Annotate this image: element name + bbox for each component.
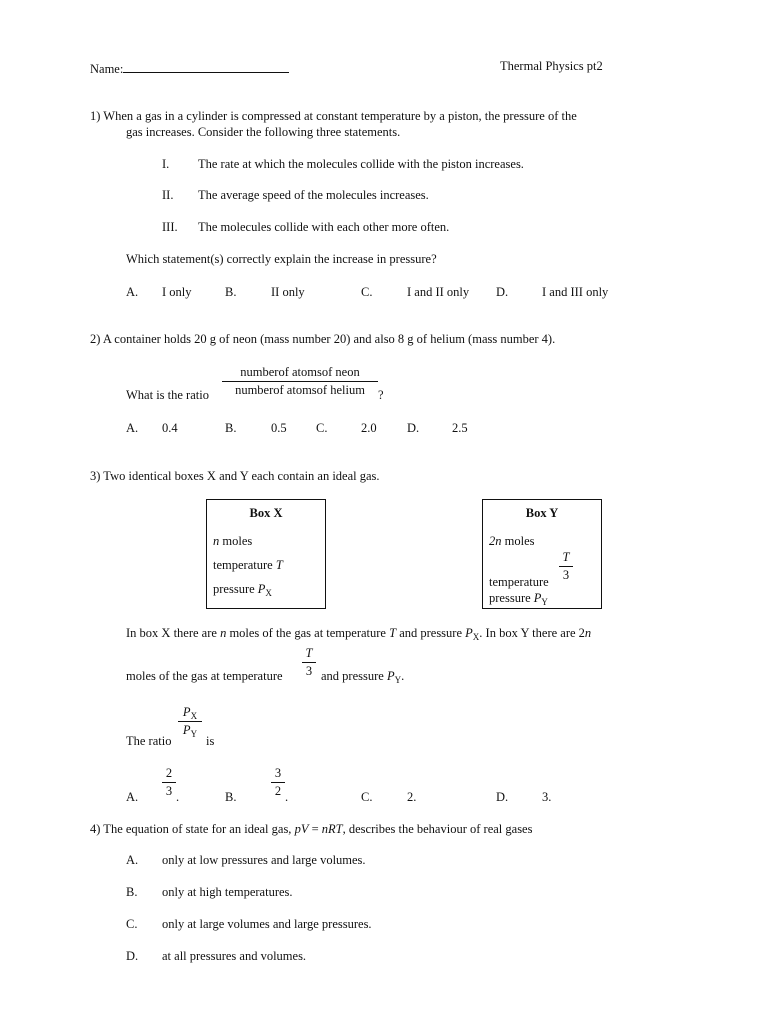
- q1-statement-num: II.: [162, 188, 174, 202]
- q2-option-letter: A.: [126, 421, 139, 435]
- q3-option-dot: .: [285, 790, 289, 804]
- q2-stem: 2) A container holds 20 g of neon (mass number 20) and also 8 g of helium (mass number 4).: [90, 332, 556, 346]
- q3-option-a-fraction: 2 3: [162, 767, 176, 797]
- q1-option-text: I and II only: [407, 285, 470, 299]
- q4-option-text: only at large volumes and large pressures.: [162, 917, 372, 931]
- q3-ratio-label: The ratio: [126, 734, 172, 748]
- q4-option-letter: A.: [126, 853, 139, 867]
- q1-option-letter: C.: [361, 285, 373, 299]
- q4-option-letter: B.: [126, 885, 138, 899]
- q2-question-mark: ?: [378, 388, 384, 402]
- q2-option-text: 0.5: [271, 421, 287, 435]
- q4-stem: 4) The equation of state for an ideal gas, pV = nRT, describes the behaviour of real gases: [90, 822, 533, 836]
- worksheet-title: Thermal Physics pt2: [500, 59, 603, 73]
- q4-option-text: at all pressures and volumes.: [162, 949, 307, 963]
- q3-stem: 3) Two identical boxes X and Y each contain an ideal gas.: [90, 469, 380, 483]
- q3-option-b-fraction: 3 2: [271, 767, 285, 797]
- box-y-temp-fraction: T 3: [559, 551, 573, 581]
- q3-paragraph-line2-end: and pressure $P_Y$.: [321, 669, 405, 685]
- box-y: [482, 499, 602, 609]
- q3-option-letter: B.: [225, 790, 237, 804]
- q3-option-dot: .: [176, 790, 180, 804]
- q4-option-text: only at high temperatures.: [162, 885, 293, 899]
- q3-paragraph-line2-start: moles of the gas at temperature: [126, 669, 283, 683]
- box-x: [206, 499, 326, 609]
- box-x-temperature: temperature T: [213, 558, 283, 572]
- q1-statement-num: I.: [162, 157, 170, 171]
- q1-statement-text: The rate at which the molecules collide with the piston increases.: [198, 157, 524, 171]
- q3-option-text: 3.: [542, 790, 552, 804]
- q2-option-text: 2.0: [361, 421, 377, 435]
- q1-option-letter: B.: [225, 285, 237, 299]
- q2-option-letter: C.: [316, 421, 328, 435]
- q1-question: Which statement(s) correctly explain the increase in pressure?: [126, 252, 437, 266]
- q4-option-letter: D.: [126, 949, 139, 963]
- q1-option-text: I only: [162, 285, 192, 299]
- q2-ratio-fraction: [222, 366, 378, 396]
- q4-option-text: only at low pressures and large volumes.: [162, 853, 366, 867]
- box-x-pressure: pressure $P_X$: [213, 582, 272, 598]
- q1-option-text: II only: [271, 285, 305, 299]
- fraction-bar: [302, 662, 316, 663]
- name-label: Name:: [90, 62, 124, 76]
- q3-temp-fraction: T 3: [302, 647, 316, 677]
- fraction-bar: [162, 782, 176, 783]
- q2-option-text: 0.4: [162, 421, 178, 435]
- name-field[interactable]: [90, 60, 289, 76]
- name-blank-line[interactable]: [123, 60, 289, 73]
- q1-stem-line1: 1) When a gas in a cylinder is compressed at constant temperature by a piston, the pressure of the: [90, 109, 577, 123]
- q1-option-letter: A.: [126, 285, 139, 299]
- fraction-bar: [222, 381, 378, 382]
- q1-statement-text: The molecules collide with each other more often.: [198, 220, 450, 234]
- q3-ratio-is: is: [206, 734, 215, 748]
- q3-option-letter: D.: [496, 790, 509, 804]
- q3-paragraph-line1: In box X there are n moles of the gas at temperature T and pressure $P_X$. In box Y there are 2n: [126, 626, 592, 642]
- q2-ratio-prefix: What is the ratio: [126, 388, 209, 402]
- fraction-bar: [271, 782, 285, 783]
- q4-option-letter: C.: [126, 917, 138, 931]
- fraction-bar: [559, 566, 573, 567]
- box-x-title: Box X: [249, 506, 283, 520]
- q3-option-letter: C.: [361, 790, 373, 804]
- q1-statement-text: The average speed of the molecules increases.: [198, 188, 429, 202]
- q2-option-text: 2.5: [452, 421, 468, 435]
- box-x-moles: n moles: [213, 534, 253, 548]
- q2-denominator: numberof atomsof helium: [235, 382, 365, 397]
- q1-option-text: I and III only: [542, 285, 609, 299]
- q2-numerator: numberof atomsof neon: [240, 365, 360, 379]
- box-y-moles: 2n moles: [489, 534, 535, 548]
- box-y-pressure: pressure $P_Y$: [489, 591, 548, 607]
- box-y-temperature: temperature: [489, 575, 549, 589]
- q2-option-letter: B.: [225, 421, 237, 435]
- q2-option-letter: D.: [407, 421, 420, 435]
- q1-stem-line2: gas increases. Consider the following three statements.: [126, 125, 401, 139]
- q1-statement-num: III.: [162, 220, 178, 234]
- box-y-title: Box Y: [525, 506, 559, 520]
- q3-option-letter: A.: [126, 790, 139, 804]
- q3-pressure-ratio-fraction: $P_X$ $P_Y$: [178, 706, 202, 736]
- q1-option-letter: D.: [496, 285, 509, 299]
- q3-option-text: 2.: [407, 790, 417, 804]
